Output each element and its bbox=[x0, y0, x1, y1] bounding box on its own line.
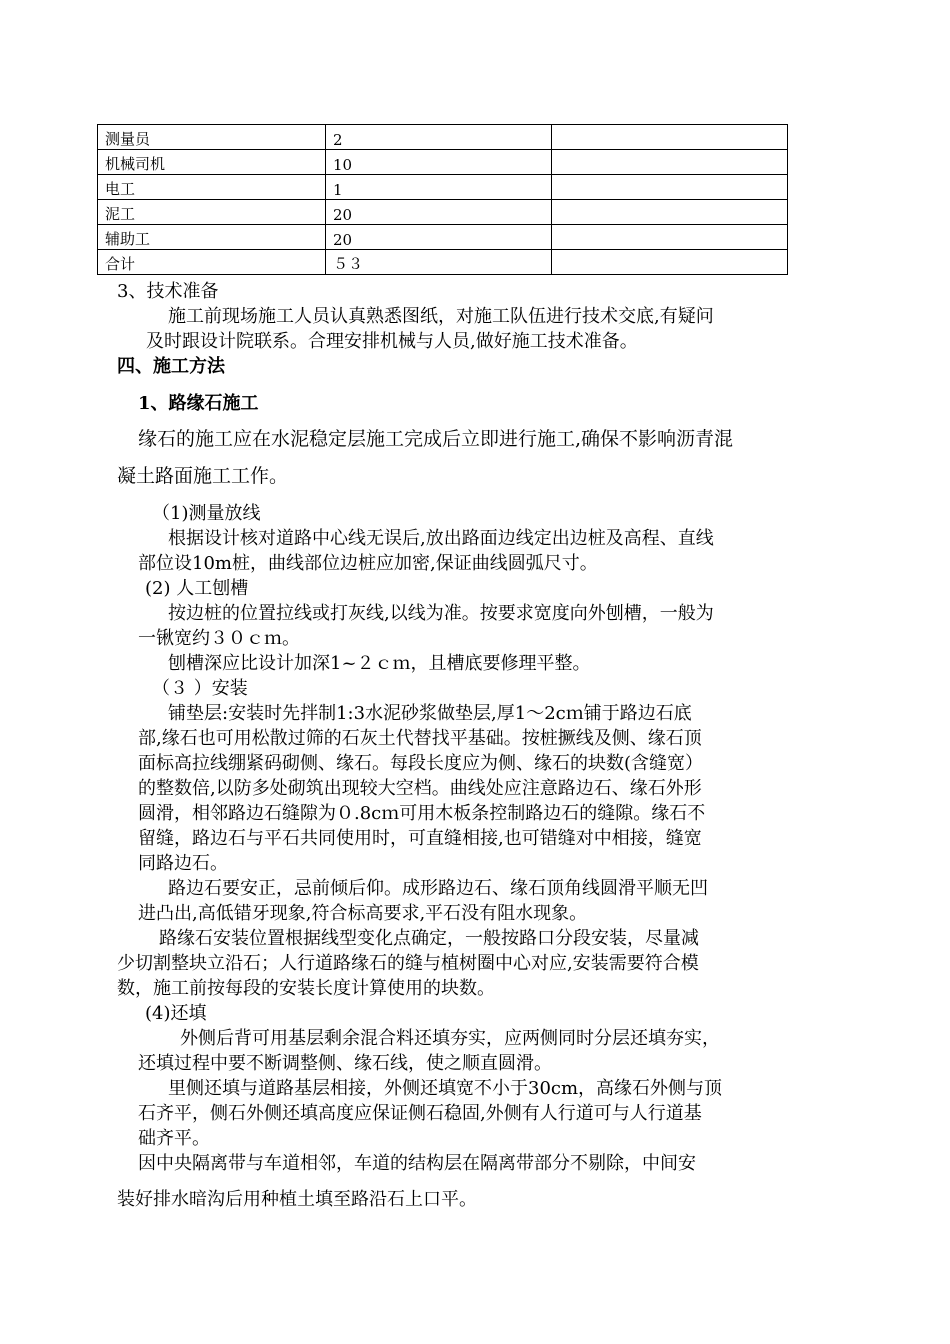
subsection-heading: (2) 人工刨槽 bbox=[145, 578, 249, 599]
role-cell: 辅助工 bbox=[98, 225, 326, 250]
subsection-heading: (4)还填 bbox=[145, 1003, 207, 1024]
section-heading: 1、路缘石施工 bbox=[138, 393, 259, 414]
table-row bbox=[98, 225, 788, 250]
paragraph-line: 部,缘石也可用松散过筛的石灰土代替找平基础。按桩撅线及侧、缘石顶 bbox=[138, 728, 702, 749]
subsection-heading: （３ ）安装 bbox=[152, 678, 248, 699]
note-cell bbox=[552, 250, 788, 275]
table-row bbox=[98, 175, 788, 200]
paragraph-line: 还填过程中要不断调整侧、缘石线，使之顺直圆滑。 bbox=[138, 1053, 552, 1074]
subsection-heading: （1)测量放线 bbox=[152, 503, 261, 524]
paragraph-line: 里侧还填与道路基层相接，外侧还填宽不小于30cm，高缘石外侧与顶 bbox=[168, 1078, 723, 1099]
count-cell: 20 bbox=[326, 200, 552, 225]
paragraph-line: 面标高拉线绷紧码砌侧、缘石。每段长度应为侧、缘石的块数(含缝宽） bbox=[138, 753, 704, 774]
paragraph-line: 数，施工前按每段的安装长度计算使用的块数。 bbox=[117, 978, 495, 999]
note-cell bbox=[552, 125, 788, 150]
note-cell bbox=[552, 150, 788, 175]
paragraph-line: 因中央隔离带与车道相邻，车道的结构层在隔离带部分不剔除，中间安 bbox=[138, 1153, 696, 1174]
paragraph-line: 进凸出,高低错牙现象,符合标高要求,平石没有阻水现象。 bbox=[138, 903, 588, 924]
count-cell: 1 bbox=[326, 175, 552, 200]
paragraph-line: 的整数倍,以防多处砌筑出现较大空档。曲线处应注意路边石、缘石外形 bbox=[138, 778, 702, 799]
role-cell: 测量员 bbox=[98, 125, 326, 150]
table-row bbox=[98, 150, 788, 175]
paragraph-line: 按边桩的位置拉线或打灰线,以线为准。按要求宽度向外刨槽，一般为 bbox=[168, 603, 714, 624]
paragraph-line: 一锹宽约３０ｃｍ。 bbox=[138, 628, 300, 649]
chapter-heading: 四、施工方法 bbox=[117, 356, 225, 377]
paragraph-line: 部位设10m桩，曲线部位边桩应加密,保证曲线圆弧尺寸。 bbox=[138, 553, 598, 574]
paragraph-line: 留缝，路边石与平石共同使用时，可直缝相接,也可错缝对中相接，缝宽 bbox=[138, 828, 702, 849]
table-row bbox=[98, 125, 788, 150]
table-row bbox=[98, 200, 788, 225]
paragraph-line: 缘石的施工应在水泥稳定层施工完成后立即进行施工,确保不影响沥青混 bbox=[138, 428, 734, 450]
note-cell bbox=[552, 200, 788, 225]
paragraph-line: 凝土路面施工工作。 bbox=[117, 465, 289, 487]
paragraph-line: 路边石要安正，忌前倾后仰。成形路边石、缘石顶角线圆滑平顺无凹 bbox=[168, 878, 708, 899]
paragraph-line: 铺垫层:安装时先拌制1:3水泥砂浆做垫层,厚1～2cｍ铺于路边石底 bbox=[168, 703, 692, 724]
count-cell: ５３ bbox=[326, 250, 552, 275]
count-cell: 10 bbox=[326, 150, 552, 175]
role-cell: 机械司机 bbox=[98, 150, 326, 175]
count-cell: 20 bbox=[326, 225, 552, 250]
paragraph-line: 刨槽深应比设计加深1~２ｃｍ，且槽底要修理平整。 bbox=[168, 653, 591, 674]
staff-table bbox=[97, 124, 788, 275]
paragraph-line: 装好排水暗沟后用种植土填至路沿石上口平。 bbox=[117, 1189, 477, 1210]
paragraph-line: 少切割整块立沿石；人行道路缘石的缝与植树圈中心对应,安装需要符合模 bbox=[117, 953, 699, 974]
paragraph-line: 施工前现场施工人员认真熟悉图纸，对施工队伍进行技术交底,有疑问 bbox=[168, 306, 714, 327]
count-cell: 2 bbox=[326, 125, 552, 150]
paragraph-line: 圆滑，相邻路边石缝隙为０.8cｍ可用木板条控制路边石的缝隙。缘石不 bbox=[138, 803, 706, 824]
section-heading: 3、技术准备 bbox=[117, 281, 219, 302]
table-row bbox=[98, 250, 788, 275]
paragraph-line: 外侧后背可用基层剩余混合料还填夯实，应两侧同时分层还填夯实， bbox=[180, 1028, 720, 1049]
paragraph-line: 路缘石安装位置根据线型变化点确定，一般按路口分段安装，尽量减 bbox=[159, 928, 699, 949]
paragraph-line: 础齐平。 bbox=[138, 1128, 210, 1149]
note-cell bbox=[552, 175, 788, 200]
paragraph-line: 石齐平，侧石外侧还填高度应保证侧石稳固,外侧有人行道可与人行道基 bbox=[138, 1103, 702, 1124]
paragraph-line: 及时跟设计院联系。合理安排机械与人员,做好施工技术准备。 bbox=[146, 331, 638, 352]
note-cell bbox=[552, 225, 788, 250]
role-cell: 泥工 bbox=[98, 200, 326, 225]
role-cell: 合计 bbox=[98, 250, 326, 275]
paragraph-line: 根据设计核对道路中心线无误后,放出路面边线定出边桩及高程、直线 bbox=[168, 528, 714, 549]
role-cell: 电工 bbox=[98, 175, 326, 200]
paragraph-line: 同路边石。 bbox=[138, 853, 228, 874]
